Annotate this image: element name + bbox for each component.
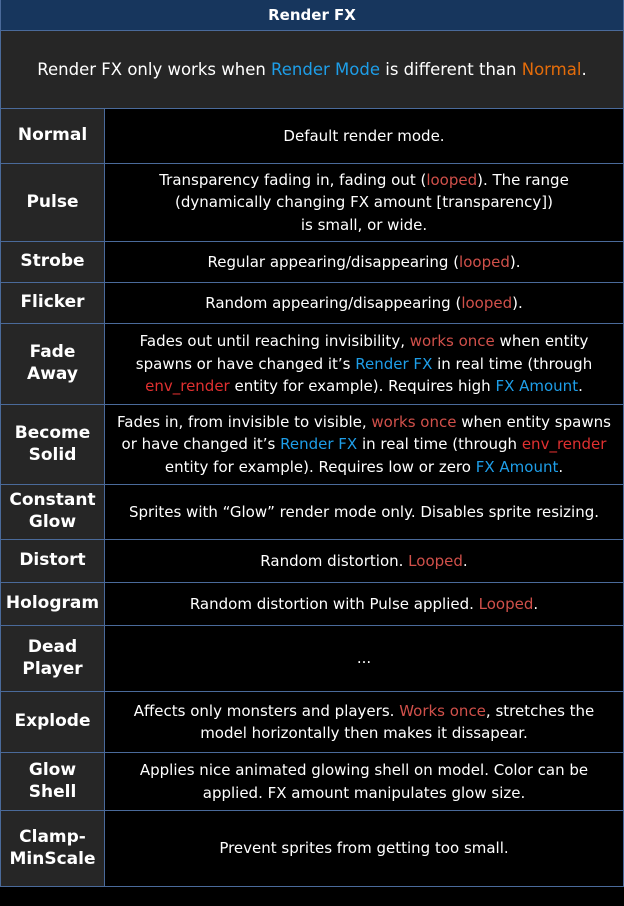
table-row-distort bbox=[1, 540, 623, 583]
desc-text: Applies nice animated glowing shell on model. Color can be bbox=[139, 761, 589, 779]
env-render-highlight: env_render bbox=[521, 435, 607, 454]
row-name: Strobe bbox=[1, 242, 105, 282]
desc-text: , stretches the bbox=[485, 701, 595, 720]
desc-text: . bbox=[462, 551, 468, 570]
row-description bbox=[105, 164, 623, 241]
table-row-glow-shell bbox=[1, 753, 623, 811]
looped-highlight: looped bbox=[459, 252, 510, 271]
table-row-hologram bbox=[1, 583, 623, 626]
normal-link: Normal bbox=[521, 60, 582, 79]
desc-text: Affects only monsters and players. bbox=[133, 701, 400, 720]
desc-text: Sprites with “Glow” render mode only. Disables sprite resizing. bbox=[128, 502, 600, 521]
table-row-normal bbox=[1, 109, 623, 164]
row-description bbox=[105, 753, 623, 810]
render-fx-link: Render FX bbox=[355, 354, 433, 373]
desc-text: in real time (through bbox=[357, 435, 522, 454]
render-fx-link: Render FX bbox=[280, 435, 358, 454]
desc-text: ). bbox=[509, 252, 521, 271]
table-title: Render FX bbox=[1, 0, 623, 31]
row-description bbox=[105, 626, 623, 691]
row-name: Distort bbox=[1, 540, 105, 582]
looped-highlight: looped bbox=[461, 293, 513, 312]
fx-amount-link: FX Amount bbox=[475, 457, 559, 476]
desc-text: Fades out until reaching invisibility, bbox=[139, 332, 410, 351]
intro-part: Render FX only works when bbox=[37, 60, 272, 79]
row-description bbox=[105, 583, 623, 625]
desc-text: ). The range bbox=[477, 170, 569, 189]
desc-text: model horizontally then makes it dissapear. bbox=[200, 724, 528, 742]
row-name: Pulse bbox=[1, 164, 105, 241]
row-description bbox=[105, 283, 623, 323]
table-row-dead-player bbox=[1, 626, 623, 692]
row-name: Normal bbox=[1, 109, 105, 163]
row-description bbox=[105, 811, 623, 886]
desc-text: Random distortion with Pulse applied. bbox=[189, 594, 479, 613]
desc-text: . bbox=[578, 377, 583, 396]
intro-part: . bbox=[581, 60, 587, 79]
table-row-clamp-minscale bbox=[1, 811, 623, 887]
desc-text: Regular appearing/disappearing ( bbox=[207, 252, 460, 271]
table-row-fade-away bbox=[1, 324, 623, 405]
row-description bbox=[105, 242, 623, 282]
fx-amount-link: FX Amount bbox=[495, 377, 579, 396]
desc-text: (dynamically changing FX amount [transparency]) bbox=[175, 193, 553, 212]
table-row-pulse bbox=[1, 164, 623, 242]
row-name: Become Solid bbox=[1, 405, 105, 484]
desc-text: when entity bbox=[494, 332, 589, 351]
row-name: Clamp-MinScale bbox=[1, 811, 105, 886]
desc-text: Fades in, from invisible to visible, bbox=[117, 412, 372, 431]
works-once-highlight: Works once bbox=[399, 701, 486, 720]
looped-highlight: Looped bbox=[478, 594, 534, 613]
desc-text: spawns or have changed it’s bbox=[135, 354, 356, 373]
desc-text: Default render mode. bbox=[283, 126, 445, 145]
row-name: Glow Shell bbox=[1, 753, 105, 810]
desc-text: applied. FX amount manipulates glow size. bbox=[202, 783, 526, 802]
desc-text: . bbox=[558, 457, 564, 476]
env-render-highlight: env_render bbox=[145, 377, 230, 396]
row-description bbox=[105, 692, 623, 752]
row-name: Explode bbox=[1, 692, 105, 752]
looped-highlight: looped bbox=[426, 170, 478, 189]
desc-text: when entity spawns bbox=[456, 412, 611, 431]
table-row-flicker bbox=[1, 283, 623, 324]
intro-part: is different than bbox=[380, 60, 522, 79]
desc-text: Transparency fading in, fading out ( bbox=[159, 170, 427, 189]
desc-text: . bbox=[533, 594, 539, 613]
table-row-constant-glow bbox=[1, 485, 623, 540]
intro-text bbox=[1, 31, 623, 109]
row-description bbox=[105, 109, 623, 163]
desc-text: is small, or wide. bbox=[300, 215, 428, 234]
row-name: Constant Glow bbox=[1, 485, 105, 539]
desc-text: in real time (through bbox=[432, 354, 593, 373]
desc-text: Prevent sprites from getting too small. bbox=[219, 839, 509, 858]
looped-highlight: Looped bbox=[408, 551, 463, 570]
desc-text: Random distortion. bbox=[260, 551, 409, 570]
row-description bbox=[105, 540, 623, 582]
row-name: Flicker bbox=[1, 283, 105, 323]
desc-text: or have changed it’s bbox=[121, 435, 281, 454]
desc-text: Random appearing/disappearing ( bbox=[205, 293, 462, 312]
table-row-strobe bbox=[1, 242, 623, 283]
works-once-highlight: works once bbox=[371, 412, 457, 431]
row-name: Fade Away bbox=[1, 324, 105, 404]
table-row-become-solid bbox=[1, 405, 623, 485]
table-row-explode bbox=[1, 692, 623, 753]
desc-text: ... bbox=[356, 649, 372, 668]
desc-text: ). bbox=[512, 293, 523, 312]
row-name: Hologram bbox=[1, 583, 105, 625]
works-once-highlight: works once bbox=[409, 332, 495, 351]
desc-text: entity for example). Requires high bbox=[229, 377, 496, 396]
row-name: Dead Player bbox=[1, 626, 105, 691]
row-description bbox=[105, 324, 623, 404]
row-description bbox=[105, 405, 623, 484]
row-description bbox=[105, 485, 623, 539]
desc-text: entity for example). Requires low or zero bbox=[164, 457, 476, 476]
render-mode-link: Render Mode bbox=[271, 60, 380, 79]
